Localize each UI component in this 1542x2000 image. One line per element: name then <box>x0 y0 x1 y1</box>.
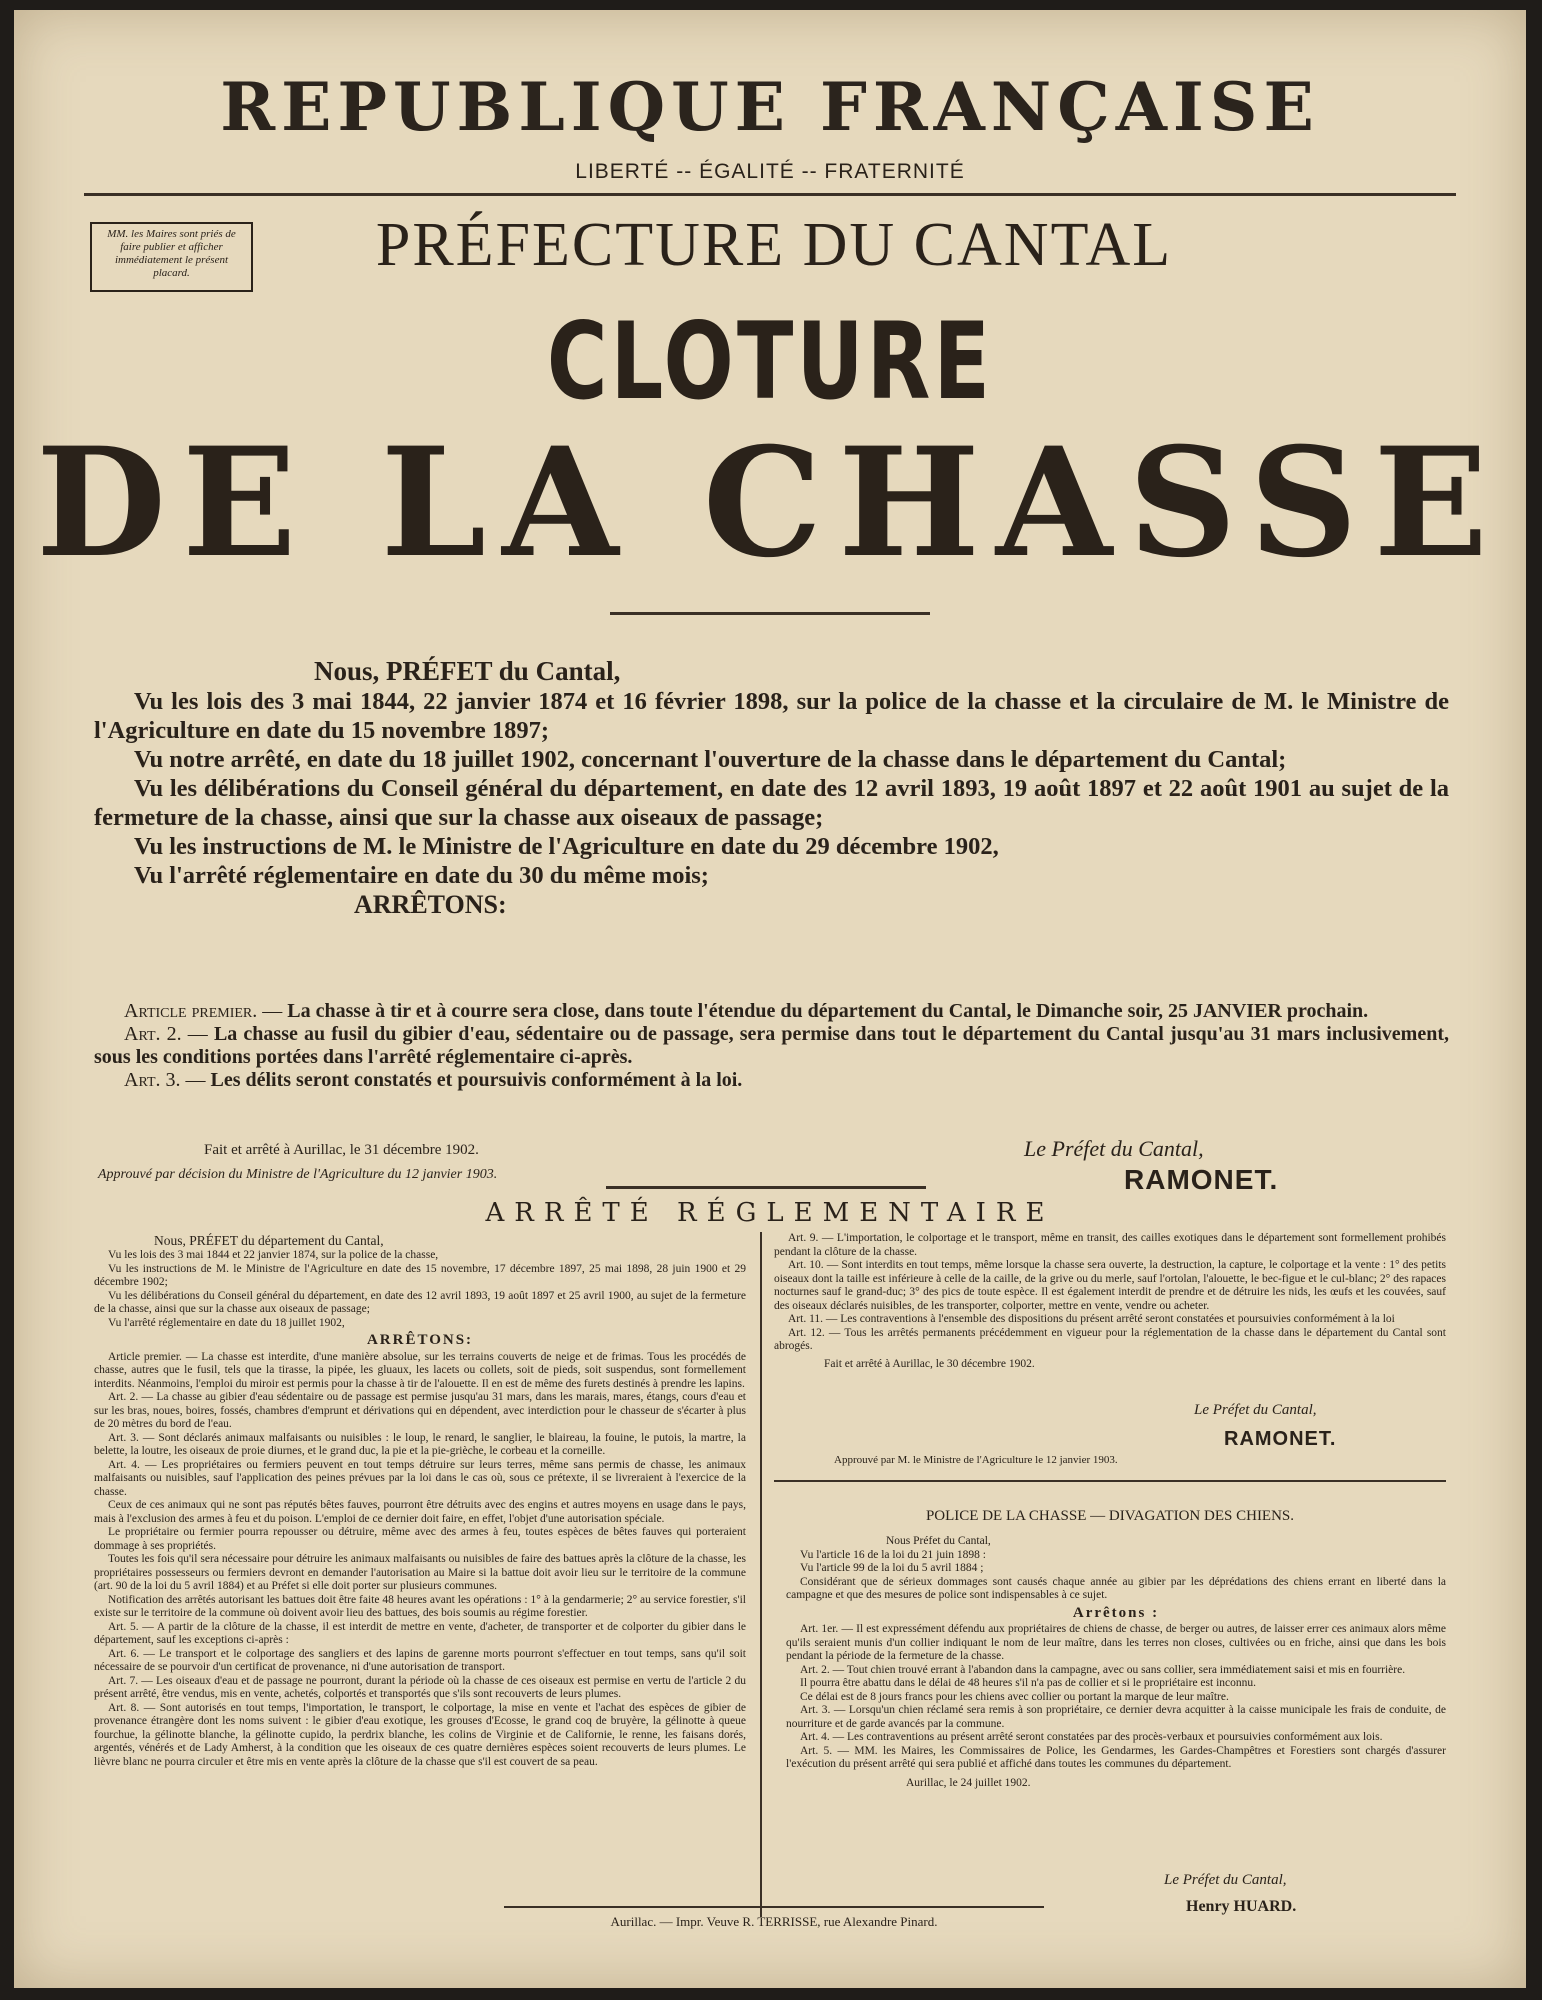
police-considerant: Considérant que de sérieux dommages sont causés chaque année au gibier par les déprédations des chiens errant en liberté dans la campagne et que des mesures de police sont indispensables à ce sujet. <box>786 1575 1446 1601</box>
reg-article-4-para-2: Ceux de ces animaux qui ne sont pas réputés bêtes fauves, pourront être détruits avec des engins et autres moyens en usage dans le pays, mais à l'exclusion des armes à feu et du poison. L'emploi de ce dernier doit faire, en effet, l'objet d'une autorisation spéciale. <box>94 1499 746 1525</box>
poster <box>14 10 1526 1988</box>
article-1-text: La chasse à tir et à courre sera close, dans toute l'étendue du département du Cantal, le Dimanche soir, 25 JANVIER prochain. <box>287 1000 1369 1022</box>
reg-article-2: Art. 2. — La chasse au gibier d'eau sédentaire ou de passage est permise jusqu'au 31 mars, dans les marais, mares, étangs, cours d'eau et sur les bras, noues, boires, fossés, chambres d'emprunt et dérivations qui en dépendent, avec interdiction pour le chasseur de s'écarter à plus de 20 mètres du bord de l'eau. <box>94 1391 746 1430</box>
title-underline <box>610 612 930 615</box>
footer-divider <box>504 1906 1044 1908</box>
reglement-right-column <box>774 1232 1446 1371</box>
reg-arretons-heading: ARRÊTONS: <box>366 1332 474 1348</box>
article-2-label: Art. 2. — <box>124 1023 208 1045</box>
police-article-1: Art. 1er. — Il est expressément défendu aux propriétaires de chiens de chasse, de berger ou autres, de laisser errer ces animaux alors même qu'ils seraient munis d'un collier indiquant le nom de leur maître, dans les terres non closes, cultivées ou en friche, ainsi que dans les bois pendant la période de la fermeture de la chasse. <box>786 1623 1446 1662</box>
police-date: Aurillac, le 24 juillet 1902. <box>906 1776 1031 1789</box>
police-vu-1: Vu l'article 16 de la loi du 21 juin 1898 : <box>800 1548 986 1561</box>
police-signature-name: Henry HUARD. <box>1186 1898 1297 1915</box>
article-2 <box>94 1023 1449 1069</box>
reg-article-4-para-5: Notification des arrêtés autorisant les battues doit être faite 48 heures avant les opérations : 1° à la gendarmerie; 2° au service forestier, s'il existe sur le territoire de la commune où doivent avoir lieu des battues, des bois soumis au régime forestier. <box>94 1593 746 1619</box>
de-la-chasse-heading: DE LA CHASSE <box>36 415 1504 591</box>
police-arretons-heading: Arrêtons : <box>1072 1604 1160 1621</box>
article-1-label: Article premier. — <box>124 1000 283 1022</box>
reg-article-12: Art. 12. — Tous les arrêtés permanents précédemment en vigueur pour la réglementation de la chasse dans le département du Cantal sont abrogés. <box>774 1326 1446 1352</box>
reg-article-9: Art. 9. — L'importation, le colportage et le transport, même en transit, des cailles exotiques dans le département sont formellement prohibés pendant la clôture de la chasse. <box>774 1232 1446 1258</box>
reglement-title: ARRÊTÉ RÉGLEMENTAIRE <box>485 1198 1055 1228</box>
article-3-text: Les délits seront constatés et poursuivis conformément à la loi. <box>210 1069 743 1091</box>
arretons-heading: ARRÊTONS: <box>354 890 507 919</box>
reg-article-8: Art. 8. — Sont autorisés en tout temps, l'importation, le transport, le colportage, la mise en vente et l'achat des espèces de gibier de provenance étrangère dont les noms suivent : le gibier d'eau exotique, les grouses d'Ecosse, le grand coq de bruyère, la gélinotte à queue fourchue, la gélinotte blanche, la gélinotte cupido, la perdrix blanche, les colins de Virginie et de Californie, le renne, les faisans dorés, argentés, vénérés et de Lady Amherst, à la condition que les oiseaux de ces quatre dernières espèces soient recouverts de leurs plumes. Le lièvre blanc ne pourra circuler et être mis en vente après la clôture de la chasse que s'il est couvert de sa peau. <box>94 1701 746 1768</box>
police-vu-2: Vu l'article 99 de la loi du 5 avril 1884 ; <box>800 1562 984 1574</box>
mayors-notice-box: MM. les Maires sont priés de faire publier et afficher immédiatement le présent placard. <box>90 222 253 292</box>
article-1 <box>94 1000 1449 1023</box>
vu-clause-5: Vu l'arrêté réglementaire en date du 30 du même mois; <box>134 862 709 889</box>
article-3-label: Art. 3. — <box>124 1069 206 1091</box>
decree-signature-title: Le Préfet du Cantal, <box>1024 1136 1204 1161</box>
reg-article-7: Art. 7. — Les oiseaux d'eau et de passage ne pourront, durant la période où la chasse de ces oiseaux est permise en vertu de l'article 2 du présent arrêté, être vendus, mis en vente, achetés, colportés et transportés que s'ils sont recouverts de leurs plumes. <box>94 1674 746 1700</box>
reg-article-6: Art. 6. — Le transport et le colportage des sangliers et des lapins de garenne morts pourront s'effectuer en tout temps, sans qu'il soit nécessaire de se pourvoir d'un certificat de provenance, ni d'une autorisation de transport. <box>94 1647 746 1673</box>
reg-vu-4: Vu l'arrêté réglementaire en date du 18 juillet 1902, <box>108 1316 345 1329</box>
reg-article-4-para-3: Le propriétaire ou fermier pourra repousser ou détruire, même avec des armes à feu, toutes espèces de bêtes fauves qui porteraient dommage à ses propriétés. <box>94 1526 746 1552</box>
decree-articles <box>94 1000 1449 1092</box>
police-article-2-para-2: Il pourra être abattu dans le délai de 48 heures s'il n'a pas de collier et si le propriétaire est inconnu. <box>800 1677 1256 1689</box>
police-article-3: Art. 3. — Lorsqu'un chien réclamé sera remis à son propriétaire, ce dernier devra acquitter à la caisse municipale les frais de conduite, de nourriture et de garde avancés par la commune. <box>786 1704 1446 1730</box>
reg-vu-2: Vu les instructions de M. le Ministre de l'Agriculture en date des 15 novembre, 17 décembre 1897, 25 mai 1898, 28 juin 1900 et 29 décembre 1902; <box>94 1262 746 1288</box>
police-article-2: Art. 2. — Tout chien trouvé errant à l'abandon dans la campagne, avec ou sans collier, sera immédiatement saisi et mis en fourrière. <box>800 1663 1406 1676</box>
header-divider <box>84 193 1456 196</box>
cloture-heading: CLOTURE <box>546 300 994 423</box>
reg-vu-1: Vu les lois des 3 mai 1844 et 22 janvier 1874, sur la police de la chasse, <box>108 1249 439 1261</box>
prefect-intro: Nous, PRÉFET du Cantal, <box>314 656 621 686</box>
republique-heading: REPUBLIQUE FRANÇAISE <box>220 68 1320 146</box>
police-intro: Nous Préfet du Cantal, <box>886 1535 991 1547</box>
reg-article-4-para-4: Toutes les fois qu'il sera nécessaire pour détruire les animaux malfaisants ou nuisibles de faire des battues après la clôture de la chasse, les propriétaires possesseurs ou fermiers devront en demander l'autorisation au Maire si la battue doit avoir lieu sur le territoire de la commune (art. 90 de la loi du 5 avril 1884) et au Préfet si elle doit porter sur plusieurs communes. <box>94 1553 746 1592</box>
reg-article-11: Art. 11. — Les contraventions à l'ensemble des dispositions du présent arrêté seront constatées et poursuivies conformément à la loi <box>788 1313 1395 1325</box>
prefecture-heading: PRÉFECTURE DU CANTAL <box>375 211 1173 279</box>
decree-approval: Approuvé par décision du Ministre de l'Agriculture du 12 janvier 1903. <box>98 1167 498 1182</box>
police-divider <box>774 1480 1446 1482</box>
devise: LIBERTÉ -- ÉGALITÉ -- FRATERNITÉ <box>575 160 965 183</box>
vu-clause-3: Vu les délibérations du Conseil général du département, en date des 12 avril 1893, 19 août 1897 et 22 août 1901 au sujet de la fermeture de la chasse, ainsi que sur la chasse aux oiseaux de passage; <box>94 775 1449 831</box>
vu-clause-1: Vu les lois des 3 mai 1844, 22 janvier 1874 et 16 février 1898, sur la police de la chasse et la circulaire de M. le Ministre de l'Agriculture en date du 15 novembre 1897; <box>94 688 1449 744</box>
police-signature-title: Le Préfet du Cantal, <box>1164 1872 1287 1888</box>
police-title: POLICE DE LA CHASSE — DIVAGATION DES CHIENS. <box>925 1508 1295 1524</box>
article-3 <box>94 1069 1449 1092</box>
reg-article-10: Art. 10. — Sont interdits en tout temps, même lorsque la chasse sera ouverte, la destruction, la capture, le colportage et la vente : 1° des petits oiseaux dont la taille est inférieure à celle de la caille, de la grive ou du merle, sauf l'ortolan, l'alouette, le bec-figue et le cul-blanc; 2° des rapaces nocturnes sauf le grand-duc; 3° des pics de toute espèce. Il est également interdit de prendre et de détruire les nids, les œufs et les couvées, sauf des oiseaux déclarés nuisibles, de les transporter, colporter, mettre en vente, vendre ou acheter. <box>774 1259 1446 1312</box>
reg-vu-3: Vu les délibérations du Conseil général du département, en date des 12 avril 1893, 19 août 1897 et 25 avril 1900, au sujet de la fermeture de la chasse, ainsi que sur la chasse aux oiseaux de passage; <box>94 1289 746 1315</box>
reg-date: Fait et arrêté à Aurillac, le 30 décembre 1902. <box>824 1357 1035 1370</box>
decree-preamble <box>94 655 1449 919</box>
reg-signature-title: Le Préfet du Cantal, <box>1194 1402 1317 1418</box>
police-article-2-para-3: Ce délai est de 8 jours francs pour les chiens avec collier ou portant la marque de leur maître. <box>800 1690 1229 1703</box>
reg-article-3: Art. 3. — Sont déclarés animaux malfaisants ou nuisibles : le loup, le renard, le sanglier, le blaireau, la fouine, le putois, la martre, la belette, la loutre, les oiseaux de proie diurnes, et le grand duc, la pie et la pie-grièche, le corbeau et la corneille. <box>94 1431 746 1457</box>
vu-clause-4: Vu les instructions de M. le Ministre de l'Agriculture en date du 29 décembre 1902, <box>134 833 999 860</box>
reg-intro: Nous, PRÉFET du département du Cantal, <box>154 1233 384 1248</box>
reg-article-5: Art. 5. — A partir de la clôture de la chasse, il est interdit de mettre en vente, d'acheter, de transporter et de colporter du gibier dans le département, sauf les exceptions ci-après : <box>94 1620 746 1646</box>
reglement-left-column <box>94 1232 746 1769</box>
police-article-5: Art. 5. — MM. les Maires, les Commissaires de Police, les Gendarmes, les Gardes-Champêtres et Forestiers sont chargés d'assurer l'exécution du présent arrêté qui sera publié et affiché dans toutes les communes du département. <box>786 1744 1446 1770</box>
reg-signature-name: RAMONET. <box>1224 1428 1337 1450</box>
decree-date: Fait et arrêté à Aurillac, le 31 décembre 1902. <box>204 1142 479 1158</box>
police-article-4: Art. 4. — Les contraventions au présent arrêté seront constatées par des procès-verbaux et poursuivies conformément aux lois. <box>800 1731 1383 1743</box>
vu-clause-2: Vu notre arrêté, en date du 18 juillet 1902, concernant l'ouverture de la chasse dans le département du Cantal; <box>134 746 1287 773</box>
reglement-divider <box>606 1186 926 1189</box>
reg-approval: Approuvé par M. le Ministre de l'Agriculture le 12 janvier 1903. <box>834 1454 1118 1466</box>
article-2-text: La chasse au fusil du gibier d'eau, sédentaire ou de passage, sera permise dans tout le département du Cantal jusqu'au 31 mars inclusivement, sous les conditions portées dans l'arrêté réglementaire ci-après. <box>94 1023 1449 1068</box>
decree-signature-name: RAMONET. <box>1124 1164 1279 1195</box>
column-divider <box>760 1232 762 1917</box>
reg-article-1: Article premier. — La chasse est interdite, d'une manière absolue, sur les terrains couverts de neige et de frimas. Tous les procédés de chasse, autres que le fusil, tels que la tirasse, la pipée, les gluaux, les lacets ou collets, soit de pieds, soit suspendus, sont formellement interdits. Néanmoins, l'emploi du miroir est permis pour la chasse à tir de l'alouette. Il en est de même des furets destinés à prendre les lapins. <box>94 1350 746 1390</box>
reg-article-4: Art. 4. — Les propriétaires ou fermiers peuvent en tout temps détruire sur leurs terres, même sans permis de chasse, les animaux malfaisants ou nuisibles, sauf l'application des peines prévues par la loi dans le cas où, sous ce prétexte, il se livreraient à l'exercice de la chasse. <box>94 1458 746 1498</box>
printer-credit: Aurillac. — Impr. Veuve R. TERRISSE, rue Alexandre Pinard. <box>610 1914 938 1929</box>
police-section <box>786 1535 1446 1790</box>
